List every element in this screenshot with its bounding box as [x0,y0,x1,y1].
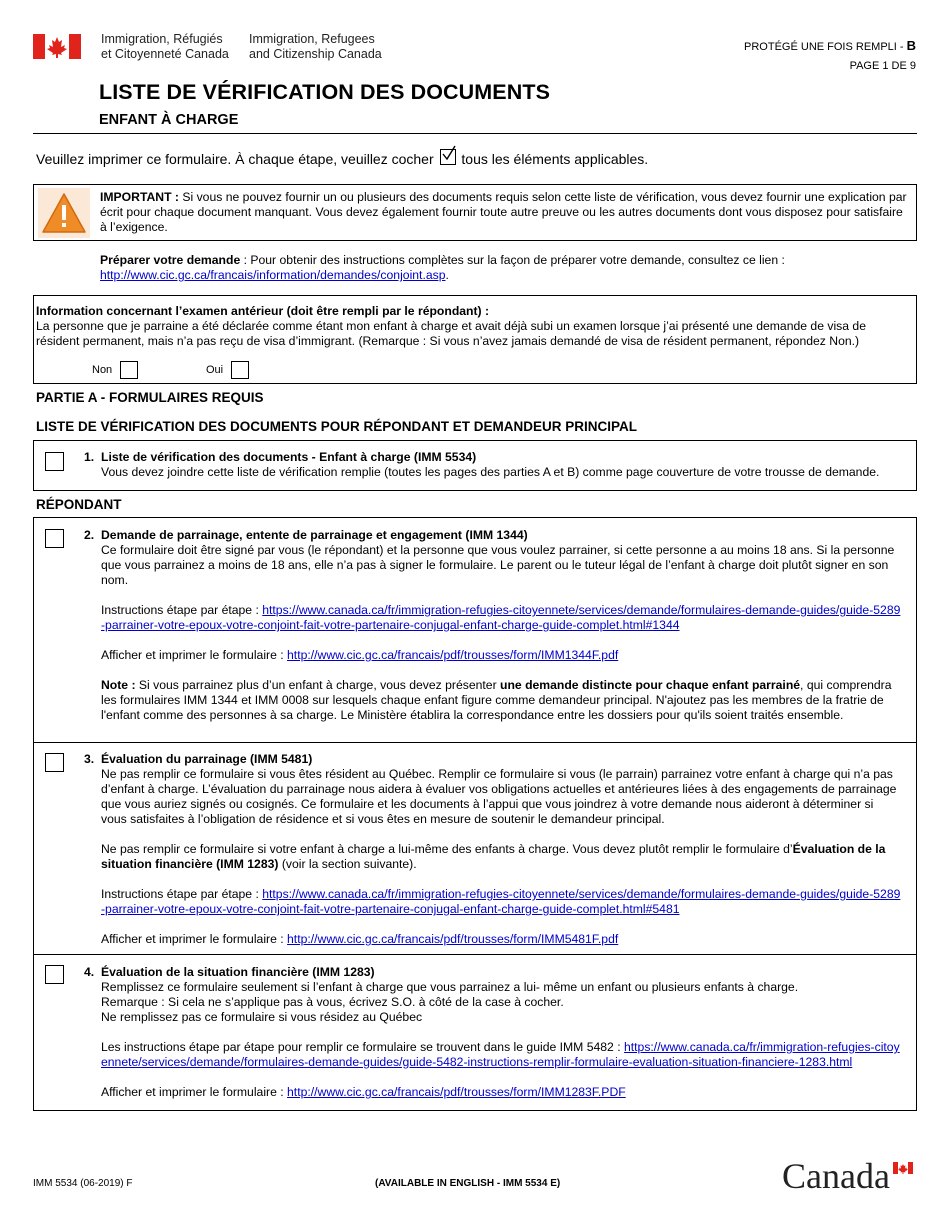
prepare-section [100,253,920,283]
item-2-note-label: Note : [101,678,136,692]
sponsor-heading: RÉPONDANT [36,497,122,512]
page-subtitle: ENFANT À CHARGE [99,112,239,128]
important-notice [33,184,917,241]
canada-wordmark-text: Canada [782,1156,890,1196]
dept-en-line1: Immigration, Refugees [249,32,375,46]
prior-exam-heading: Information concernant l’examen antérieur (doit être rempli par le répondant) : [36,304,490,318]
item-4-checkbox[interactable] [45,965,64,984]
instructions [36,149,648,167]
department-name-fr [101,32,229,62]
item-2-note-text2: , qui comprendra les formulaires IMM 1344 et IMM 0008 sur lesquels chaque enfant figure comme demandeur principal. N'ajoutez pas les membres de la fratrie de l'enfant comme des personnes à sa charge. Le Ministère établira la correspondance entre les dossiers pour qu'ils soient traités ensemble. [101,678,892,722]
item-4-guide-label: Les instructions étape par étape pour remplir ce formulaire se trouvent dans le guide IMM 5482 : [101,1040,624,1054]
form-id: IMM 5534 (06-2019) F [33,1178,133,1189]
item-2-note-bold: une demande distincte pour chaque enfant parrainé [500,678,801,692]
item-1-checkbox[interactable] [45,452,64,471]
prepare-label: Préparer votre demande [100,253,241,267]
item-4-line1: Remplissez ce formulaire seulement si l’enfant à charge que vous parrainez a lui- même un enfant ou plusieurs enfants à charge. [101,980,799,994]
prior-exam-yes [206,361,249,379]
item-4-line2: Remarque : Si cela ne s’applique pas à vous, écrivez S.O. à côté de la case à cocher. [101,995,564,1009]
item-4-form-label: Afficher et imprimer le formulaire : [101,1085,288,1099]
prepare-link[interactable]: http://www.cic.gc.ca/francais/information/demandes/conjoint.asp [100,268,446,282]
important-body: Si vous ne pouvez fournir un ou plusieurs des documents requis selon cette liste de vérification, vous devez fournir une explication par écrit pour chaque document manquant. Vous devez également fournir toute autre preuve ou les autres documents dont vous disposez pour satisfaire à l’exigence. [100,190,907,234]
item-3-text: Ne pas remplir ce formulaire si vous êtes résident au Québec. Remplir ce formulaire si vous (le parrain) parrainez votre enfant à charge qui n’a pas d’enfant à charge. L’évaluation du parrainage nous aidera à évaluer vos obligations actuelles et antérieures liées à des engagements de parrainage que vous auriez signés ou cosignés. Ce formulaire et les documents à l’appui que vous joindrez à votre demande nous aideront à déterminer si vous satisfaites à l’obligation de résidence et si vous êtes en mesure de soutenir le demandeur principal. [101,767,897,826]
warning-icon [38,188,90,238]
header-divider [33,133,917,134]
item-2-title: Demande de parrainage, entente de parrainage et engagement (IMM 1344) [101,528,528,542]
wordmark-flag-icon [893,1162,913,1174]
item-2-guide-link[interactable]: https://www.canada.ca/fr/immigration-refugies-citoyennete/services/demande/formulaires-demande-guides/guide-5289-parrainer-votre-epoux-votre-conjoint-fait-votre-partenaire-conjugal-enfant-charge-guide-complet.html#1344 [101,603,901,632]
item-4-line3: Ne remplissez pas ce formulaire si vous résidez au Québec [101,1010,423,1024]
no-label: Non [92,363,113,376]
item-4-content [101,965,902,1100]
item-3-number: 3. [84,752,95,766]
checkmark-icon [440,149,456,165]
item-3-checkbox[interactable] [45,753,64,772]
no-checkbox[interactable] [120,361,138,379]
item-4-form-link[interactable]: http://www.cic.gc.ca/francais/pdf/trousses/form/IMM1283F.PDF [287,1085,626,1099]
prepare-after: . [445,268,449,282]
item-3-content [101,752,902,947]
item-3-guide-label: Instructions étape par étape : [101,887,263,901]
item-2-text: Ce formulaire doit être signé par vous (le répondant) et la personne que vous voulez parrainer, si cette personne a au moins 18 ans. Si la personne que vous parrainez a moins de 18 ans, elle n’a pas à signer le formulaire. Le parent ou le tuteur légal de l’enfant à charge doit plutôt signer en son nom. [101,543,895,587]
item-1-content [101,450,902,480]
item-3-text2-bold: Évaluation de la situation financière (IMM 1283) [101,842,886,871]
item-1-number: 1. [84,450,95,464]
important-label: IMPORTANT : [100,190,179,204]
item-2-number: 2. [84,528,95,542]
item-4-guide-link[interactable]: https://www.canada.ca/fr/immigration-refugies-citoyennete/services/demande/formulaires-demande-guides/guide-5482-instructions-remplir-formulaire-evaluation-situation-financiere-1283.html [101,1040,900,1069]
item-2-form-link[interactable]: http://www.cic.gc.ca/francais/pdf/trousses/form/IMM1344F.pdf [287,648,619,662]
yes-checkbox[interactable] [231,361,249,379]
item-4-title: Évaluation de la situation financière (IMM 1283) [101,965,375,979]
important-text [100,190,908,235]
yes-label: Oui [206,363,224,376]
item-3-title: Évaluation du parrainage (IMM 5481) [101,752,313,766]
canada-wordmark [782,1157,890,1195]
item-2-form-label: Afficher et imprimer le formulaire : [101,648,288,662]
item-divider [34,742,916,743]
item-3-text2-a: Ne pas remplir ce formulaire si votre enfant à charge a lui-même des enfants à charge. Vous devez plutôt remplir le formulaire d’ [101,842,793,856]
available-in-english: (AVAILABLE IN ENGLISH - IMM 5534 E) [375,1178,561,1189]
dept-en-line2: and Citizenship Canada [249,47,382,61]
item-3-text2-b: (voir la section suivante). [278,857,417,871]
item-3-form-label: Afficher et imprimer le formulaire : [101,932,288,946]
item-4-number: 4. [84,965,95,979]
dept-fr-line2: et Citoyenneté Canada [101,47,229,61]
item-1-box [33,440,917,491]
part-a-heading: PARTIE A - FORMULAIRES REQUIS [36,390,264,405]
page-title: LISTE DE VÉRIFICATION DES DOCUMENTS [99,80,551,104]
page-number: PAGE 1 DE 9 [849,60,916,72]
item-3-guide-link[interactable]: https://www.canada.ca/fr/immigration-refugies-citoyennete/services/demande/formulaires-demande-guides/guide-5289-parrainer-votre-epoux-votre-conjoint-fait-votre-partenaire-conjugal-enfant-charge-guide-complet.html#5481 [101,887,901,916]
protected-label [744,38,916,53]
protected-text: PROTÉGÉ UNE FOIS REMPLI - [744,41,907,53]
item-2-content [101,528,902,723]
item-divider [34,954,916,955]
item-1-text: Vous devez joindre cette liste de vérification remplie (toutes les pages des parties A et B) comme page couverture de votre trousse de demande. [101,465,880,479]
prior-exam-section [33,295,917,384]
item-2-checkbox[interactable] [45,529,64,548]
prior-exam-content [36,304,912,349]
sponsor-items-box [33,517,917,1111]
dept-fr-line1: Immigration, Réfugiés [101,32,223,46]
prior-exam-text: La personne que je parraine a été déclarée comme étant mon enfant à charge et avait déjà subi un examen lorsque j’ai présenté une demande de visa de résident permanent, mais n’a pas reçu de visa d’immigrant. (Remarque : Si vous n’avez jamais demandé de visa de résident permanent, répondez Non.) [36,319,866,348]
protected-level: B [906,38,916,53]
item-2-guide-label: Instructions étape par étape : [101,603,263,617]
item-3-form-link[interactable]: http://www.cic.gc.ca/francais/pdf/trousses/form/IMM5481F.pdf [287,932,619,946]
item-1-title: Liste de vérification des documents - Enfant à charge (IMM 5534) [101,450,477,464]
instructions-before: Veuillez imprimer ce formulaire. À chaque étape, veuillez cocher [36,151,434,167]
canada-flag-icon [33,34,81,59]
part-a-subheading: LISTE DE VÉRIFICATION DES DOCUMENTS POUR RÉPONDANT ET DEMANDEUR PRINCIPAL [36,419,638,434]
instructions-after: tous les éléments applicables. [461,151,649,167]
item-2-note-text1: Si vous parrainez plus d’un enfant à charge, vous devez présenter [135,678,501,692]
prior-exam-no [92,361,138,379]
department-name-en [249,32,382,62]
prepare-text: : Pour obtenir des instructions complètes sur la façon de préparer votre demande, consultez ce lien : [240,253,785,267]
